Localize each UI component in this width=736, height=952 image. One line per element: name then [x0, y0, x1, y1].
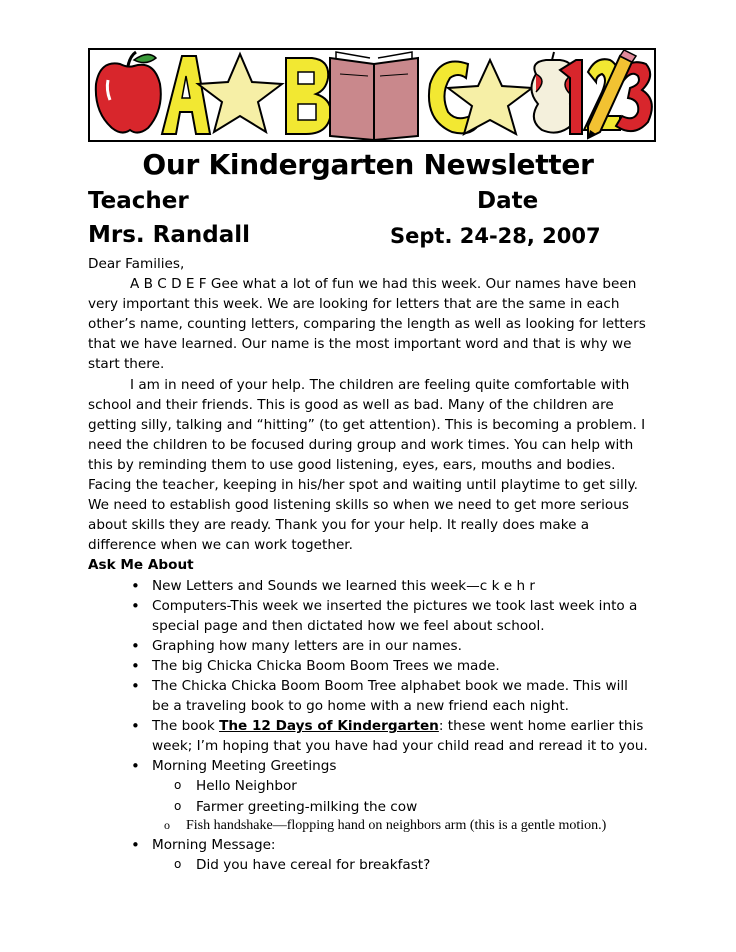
sublist-item: o Did you have cereal for breakfast?: [196, 855, 648, 875]
letter-b-icon: [286, 58, 331, 134]
teacher-label: Teacher: [88, 188, 189, 214]
sublist-item: o Farmer greeting-milking the cow: [196, 797, 648, 817]
book-title: The 12 Days of Kindergarten: [219, 718, 439, 735]
book-suffix: : these went home earlier this week; I’m hoping that you have had your child read and reread it to you.: [152, 718, 648, 755]
paragraph-help: I am in need of your help. The children are feeling quite comfortable with school and their friends. This is good as well as bad. Many of the children are getting silly, talking and “hitting” (to get attention). This is becoming a problem. I need the children to be focused during group and work times. You can help with this by reminding them to use good listening, eyes, ears, mouths and bodies. Facing the teacher, keeping in his/her spot and waiting until playtime to get silly. We need to establish good listening skills so when we need to get more serious about skills they are ready. Thank you for your help. It really does make a difference when we can work together.: [88, 376, 646, 554]
greetings-label: Morning Meeting Greetings: [152, 758, 337, 775]
letter-a-icon: [162, 56, 210, 134]
clipart-banner: [88, 48, 656, 142]
book-icon: [330, 52, 418, 140]
greeting: Dear Families,: [88, 256, 185, 272]
book-prefix: The book: [152, 718, 220, 735]
date-value: Sept. 24-28, 2007: [390, 224, 601, 248]
list-item: • Computers-This week we inserted the pictures we took last week into a special page and then dictated how we feel about school.: [152, 596, 648, 636]
list-item: [152, 716, 648, 756]
date-label: Date: [477, 188, 539, 214]
ask-me-heading: Ask Me About: [88, 557, 194, 574]
list-item: [152, 756, 648, 834]
message-sublist: [152, 855, 648, 875]
message-label: Morning Message:: [152, 836, 276, 853]
star-icon: [198, 54, 282, 132]
list-item: • New Letters and Sounds we learned this week—c k e h r: [152, 576, 648, 596]
greetings-sublist: [152, 776, 648, 834]
list-item: • The big Chicka Chicka Boom Boom Trees we made.: [152, 656, 648, 676]
sublist-item: o Hello Neighbor: [196, 776, 648, 796]
sublist-item: o Fish handshake—flopping hand on neighbors arm (this is a gentle motion.): [186, 817, 648, 835]
paragraph-letters: A B C D E F Gee what a lot of fun we had this week. Our names have been very important this week. We are looking for letters that are the same in each other’s name, counting letters, comparing the length as well as looking for letters that we have learned. Our name is the most important word and that is why we start there.: [88, 276, 646, 373]
list-item: • Graphing how many letters are in our names.: [152, 636, 648, 656]
newsletter-title: Our Kindergarten Newsletter: [142, 148, 594, 181]
newsletter-body: [88, 254, 648, 875]
apple-icon: [96, 52, 161, 133]
list-item: • The Chicka Chicka Boom Boom Tree alphabet book we made. This will be a traveling book to go home with a new friend each night.: [152, 676, 648, 716]
ask-me-list: [88, 576, 648, 875]
teacher-name: Mrs. Randall: [88, 222, 251, 248]
list-item: [152, 835, 648, 875]
